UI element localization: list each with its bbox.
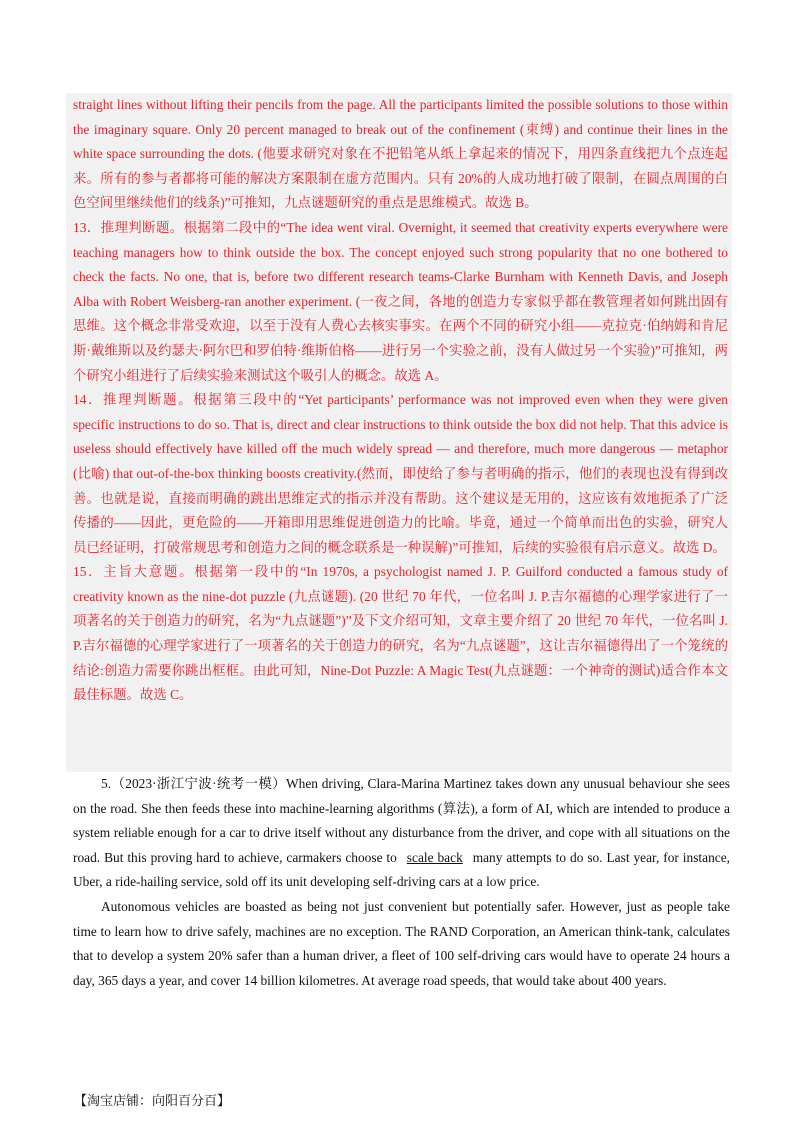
answer-15: 15．主旨大意题。根据第一段中的“In 1970s, a psychologist named J. P. Guilford conducted a famous study of creativity known as the nine-dot puzzle (九点谜题). (20 世纪 70 年代，一位名叫 J. P.吉尔福德的心理学家进行了一项著名的关于创造力的研究，名为“九点谜题”)”及下文介绍可知，文章主要介绍了 20 世纪 70 年代，一位名叫 J. P.吉尔福德的心理学家进行了一项著名的关于创造力的研究，名为“九点谜题”，这让吉尔福德得出了一个笼统的结论:创造力需要你跳出框框。由此可知，Nine-Dot Puzzle: A Magic Test(九点谜题：一个神奇的测试)适合作本文最佳标题。故选 C。: [73, 564, 728, 703]
passage-5-paragraph-2: Autonomous vehicles are boasted as being not just convenient but potentially safer. However, just as people take time to learn how to drive safely, machines are no exception. The RAND Corporation, an American think-tank, calculates that to develop a system 20% safer than a human driver, a fleet of 100 self-driving cars would have to operate 24 hours a day, 365 days a year, and cover 14 billion kilometres. At average road speeds, that would take about 400 years.: [73, 898, 730, 988]
answer-explanations: [66, 93, 732, 772]
answer-14: 14．推理判断题。根据第三段中的“Yet participants’ performance was not improved even when they were given specific instructions to do so. That is, direct and clear instructions to think outside the box did not help. That this advice is useless should effectively have killed off the much widely spread — and therefore, much more dangerous — metaphor (比喻) that out-of-the-box thinking boosts creativity.(然而，即使给了参与者明确的指示，他们的表现也没有得到改善。也就是说，直接而明确的跳出思维定式的指示并没有帮助。这个建议是无用的，这应该有效地扼杀了广泛传播的——因此，更危险的——开箱即用思维促进创造力的比喻。毕竟，通过一个简单而出色的实验，研究人员已经证明，打破常规思考和创造力之间的概念联系是一种误解)”可推知，后续的实验很有启示意义。故选 D。: [73, 392, 728, 555]
passage-5: [73, 772, 730, 993]
passage-5-paragraph-1: [73, 772, 730, 895]
passage-5-intro: 5.（2023·浙江宁波·统考一模）When driving, Clara-Marina Martinez takes down any unusual behaviour she sees on the road. She then feeds these into machine-learning algorithms (算法), a form of AI, which are intended to produce a system reliable enough for a car to drive itself without any disturbance from the driver, and cope with all situations on the road. But this proving hard to achieve, carmakers choose to: [73, 776, 730, 865]
footer-shop-label: 【淘宝店铺：向阳百分百】: [74, 1094, 231, 1109]
answer-continuation: straight lines without lifting their pencils from the page. All the participants limited the possible solutions to those within the imaginary square. Only 20 percent managed to break out of the confinement (束缚) and continue their lines in the white space surrounding the dots. (他要求研究对象在不把铅笔从纸上拿起来的情况下，用四条直线把九个点连起来。所有的参与者都将可能的解决方案限制在虚方范围内。只有 20%的人成功地打破了限制，在圆点周围的白色空间里继续他们的线条)”可推知，九点谜题研究的重点是思维模式。故选 B。: [73, 97, 728, 211]
underlined-phrase: scale back: [406, 849, 463, 865]
answer-13: 13．推理判断题。根据第二段中的“The idea went viral. Overnight, it seemed that creativity experts everywhere were teaching managers how to think outside the box. The concept enjoyed such strong popularity that no one bothered to check the facts. No one, that is, before two different research teams-Clarke Burnham with Kenneth Davis, and Joseph Alba with Robert Weisberg-ran another experiment. (一夜之间，各地的创造力专家似乎都在教管理者如何跳出固有思维。这个概念非常受欢迎，以至于没有人费心去核实事实。在两个不同的研究小组——克拉克·伯纳姆和肯尼斯·戴维斯以及约瑟夫·阿尔巴和罗伯特·维斯伯格——进行另一个实验之前，没有人做过另一个实验)”可推知，两个研究小组进行了后续实验来测试这个吸引人的概念。故选 A。: [73, 219, 728, 383]
passage-5-intro-end: many attempts to do so. Last year, for instance, Uber, a ride-hailing service, sold off its unit developing self-driving cars at a low price.: [73, 849, 731, 890]
